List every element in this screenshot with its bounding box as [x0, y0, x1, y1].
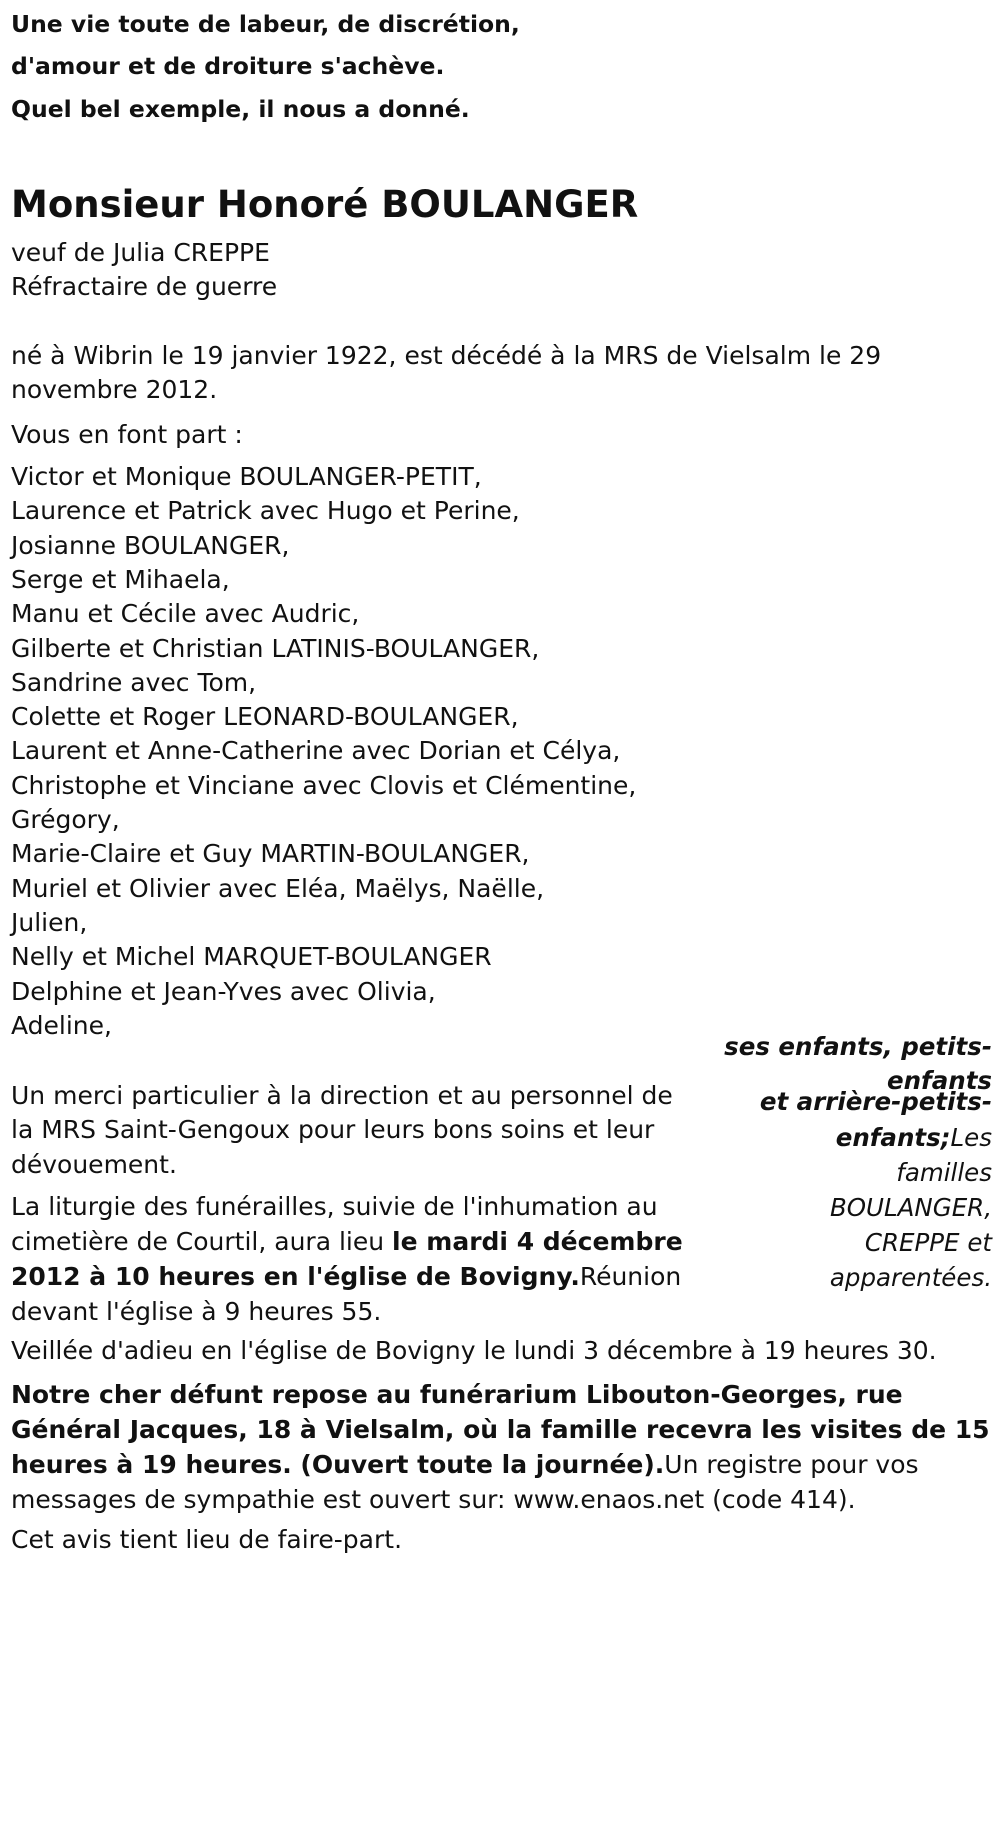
- sidebar-line-1: ses enfants, petits-: [724, 1032, 992, 1061]
- sidebar-line-6: BOULANGER,: [829, 1193, 992, 1222]
- sidebar-line-8: apparentées.: [829, 1263, 992, 1292]
- thanks-line-3: dévouement.: [11, 1150, 177, 1179]
- thanks-line-1: Un merci particulier à la direction et au personnel de: [11, 1081, 673, 1110]
- rest-line-1: Notre cher défunt repose au funérarium Libouton-Georges, rue: [11, 1380, 903, 1409]
- quote-line-2: d'amour et de droiture s'achève.: [11, 52, 445, 80]
- family-member-line: Marie-Claire et Guy MARTIN-BOULANGER,: [11, 839, 530, 869]
- family-member-line: Colette et Roger LEONARD-BOULANGER,: [11, 702, 519, 732]
- birth-death-line-2: novembre 2012.: [11, 375, 218, 404]
- quote-line-1: Une vie toute de labeur, de discrétion,: [11, 10, 520, 38]
- family-member-line: Serge et Mihaela,: [11, 564, 230, 594]
- closing-line: Cet avis tient lieu de faire-part.: [11, 1525, 403, 1554]
- rest-line-3: heures à 19 heures. (Ouvert toute la journée).Un registre pour vos: [11, 1450, 919, 1479]
- family-member-line: Victor et Monique BOULANGER-PETIT,: [11, 462, 482, 491]
- deceased-name: Monsieur Honoré BOULANGER: [11, 183, 639, 226]
- family-member-line: Delphine et Jean-Yves avec Olivia,: [11, 976, 436, 1006]
- family-member-line: Josianne BOULANGER,: [11, 530, 290, 560]
- family-member-line: Sandrine avec Tom,: [11, 667, 257, 697]
- sidebar-line-5: familles: [896, 1158, 992, 1187]
- family-member-line: Adeline,: [11, 1010, 112, 1040]
- sidebar-line-2: enfants: [887, 1066, 992, 1095]
- family-member-line: Gilberte et Christian LATINIS-BOULANGER,: [11, 633, 540, 663]
- rest-line-2: Général Jacques, 18 à Vielsalm, où la famille recevra les visites de 15: [11, 1415, 990, 1444]
- announce-line: Vous en font part :: [11, 420, 243, 449]
- family-member-line: Christophe et Vinciane avec Clovis et Clémentine,: [11, 770, 637, 800]
- sidebar-line-7: CREPPE et: [864, 1228, 992, 1257]
- family-member-line: Laurence et Patrick avec Hugo et Perine,: [11, 496, 520, 526]
- rest-line-4: messages de sympathie est ouvert sur: www.enaos.net (code 414).: [11, 1485, 856, 1514]
- vigil-line: Veillée d'adieu en l'église de Bovigny le lundi 3 décembre à 19 heures 30.: [11, 1336, 937, 1365]
- family-member-line: Muriel et Olivier avec Eléa, Maëlys, Naëlle,: [11, 873, 545, 903]
- widow-status: veuf de Julia CREPPE: [11, 238, 270, 267]
- thanks-line-2: la MRS Saint-Gengoux pour leurs bons soins et leur: [11, 1115, 655, 1144]
- sidebar-line-4: enfants;Les: [835, 1123, 992, 1152]
- family-member-line: Laurent et Anne-Catherine avec Dorian et Célya,: [11, 736, 621, 766]
- liturgy-line-1: La liturgie des funérailles, suivie de l'inhumation au: [11, 1192, 658, 1221]
- quote-line-3: Quel bel exemple, il nous a donné.: [11, 95, 470, 123]
- family-member-line: Manu et Cécile avec Audric,: [11, 599, 360, 629]
- liturgy-line-2: cimetière de Courtil, aura lieu le mardi 4 décembre: [11, 1227, 683, 1256]
- family-member-line: Nelly et Michel MARQUET-BOULANGER: [11, 942, 492, 972]
- liturgy-line-3: 2012 à 10 heures en l'église de Bovigny.Réunion: [11, 1262, 682, 1291]
- liturgy-line-4: devant l'église à 9 heures 55.: [11, 1297, 382, 1326]
- family-member-line: Julien,: [11, 907, 88, 937]
- war-status: Réfractaire de guerre: [11, 272, 278, 301]
- sidebar-line-3: et arrière-petits-: [759, 1087, 992, 1116]
- family-member-line: Grégory,: [11, 805, 120, 834]
- birth-death-line-1: né à Wibrin le 19 janvier 1922, est décédé à la MRS de Vielsalm le 29: [11, 341, 882, 370]
